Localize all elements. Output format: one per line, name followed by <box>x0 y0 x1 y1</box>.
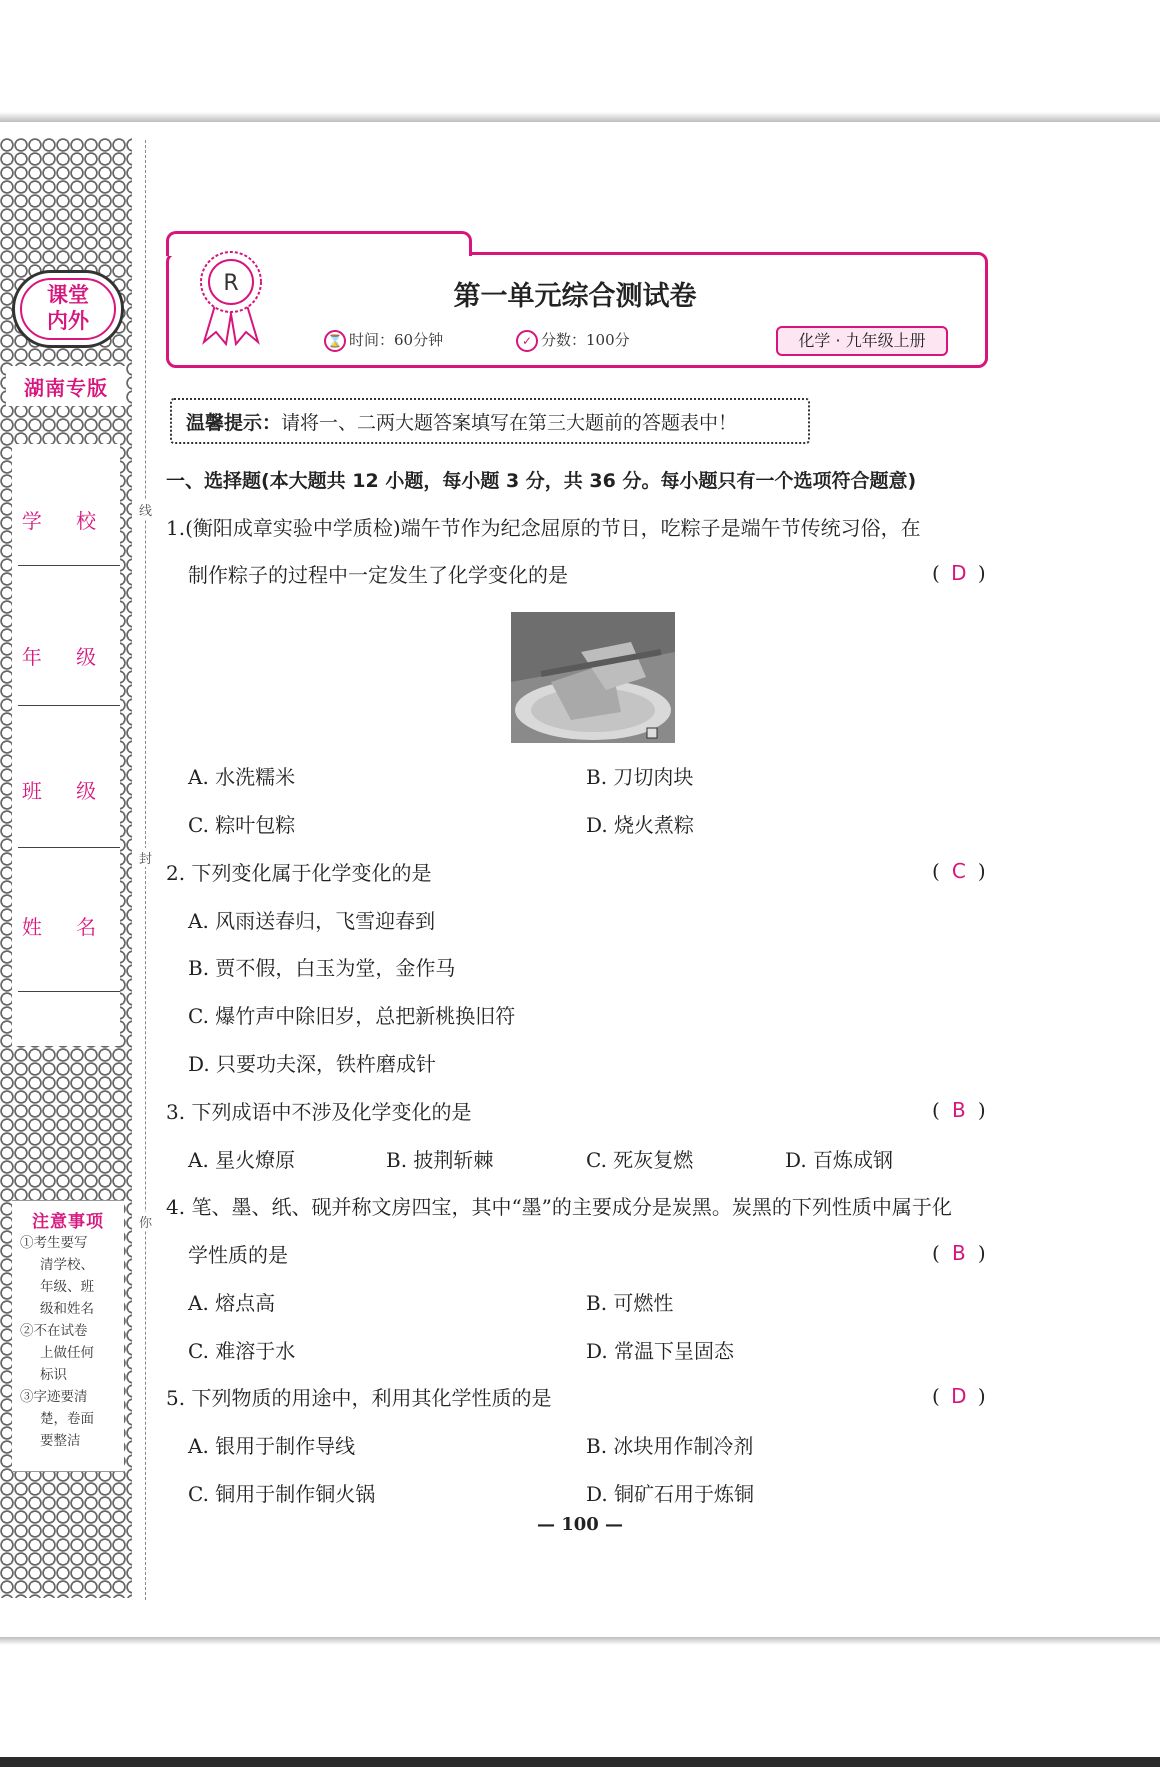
notes-line: 楚，卷面 <box>40 1411 94 1427</box>
tip-label: 温馨提示： <box>186 412 282 434</box>
notes-line: 标识 <box>40 1367 67 1383</box>
zongzi-photo <box>511 612 675 743</box>
question-5-option-d: D. 铜矿石用于炼铜 <box>586 1482 755 1506</box>
grade-line <box>18 705 120 706</box>
question-3-answer: ( B ) <box>932 1098 986 1122</box>
grade-label: 年 级 <box>21 645 111 669</box>
notes-line: 级和姓名 <box>40 1301 94 1317</box>
answer-value: D <box>951 1384 967 1408</box>
logo-line-1: 课堂 <box>47 283 89 307</box>
score-label: 分数：100分 <box>541 331 630 349</box>
question-1-option-a: A. 水洗糯米 <box>188 765 296 789</box>
question-1-answer: ( D ) <box>932 561 986 585</box>
hourglass-icon: ⌛ <box>324 330 346 352</box>
logo-line-2: 内外 <box>47 309 89 333</box>
question-1-line-2: 制作粽子的过程中一定发生了化学变化的是 <box>188 563 568 587</box>
school-line <box>18 565 120 566</box>
question-3-option-d: D. 百炼成钢 <box>785 1148 894 1172</box>
class-label: 班 级 <box>21 779 111 803</box>
question-4-answer: ( B ) <box>932 1241 986 1265</box>
page-title: 第一单元综合测试卷 <box>453 281 697 312</box>
cut-mark: 你 <box>139 1212 152 1231</box>
question-4-option-d: D. 常温下呈固态 <box>586 1339 735 1363</box>
question-4-option-b: B. 可燃性 <box>586 1291 674 1315</box>
time-label: 时间：60分钟 <box>349 331 444 349</box>
edition-label: 湖南专版 <box>24 376 108 400</box>
question-1-option-c: C. 粽叶包粽 <box>188 813 296 837</box>
notes-title: 注意事项 <box>32 1212 104 1232</box>
binding-cut-line <box>145 140 146 1600</box>
grade-field <box>12 641 120 707</box>
question-3-option-b: B. 披荆斩棘 <box>386 1148 494 1172</box>
class-field <box>12 775 120 847</box>
class-line <box>18 847 120 848</box>
tip-text: 请将一、二两大题答案填写在第三大题前的答题表中！ <box>281 412 738 434</box>
question-3-option-c: C. 死灰复燃 <box>586 1148 694 1172</box>
page-shadow-top <box>0 112 1160 122</box>
page-number: — 100 — <box>536 1514 624 1535</box>
cut-mark: 线 <box>139 500 152 519</box>
cut-mark: 封 <box>139 848 152 867</box>
notes-line: 年级、班 <box>40 1279 94 1295</box>
question-3-line-1: 3. 下列成语中不涉及化学变化的是 <box>166 1100 472 1124</box>
question-5-option-b: B. 冰块用作制冷剂 <box>586 1434 754 1458</box>
notes-panel <box>12 1200 124 1472</box>
question-3-option-a: A. 星火燎原 <box>188 1148 296 1172</box>
school-label: 学 校 <box>21 509 111 533</box>
question-4-line-2: 学性质的是 <box>188 1243 288 1267</box>
answer-value: B <box>951 1241 966 1265</box>
brand-logo <box>12 270 124 348</box>
question-1-option-d: D. 烧火煮粽 <box>586 813 695 837</box>
question-4-option-c: C. 难溶于水 <box>188 1339 296 1363</box>
question-2-option-d: D. 只要功夫深，铁杵磨成针 <box>188 1052 437 1076</box>
question-5-option-a: A. 银用于制作导线 <box>188 1434 356 1458</box>
answer-value: D <box>951 561 967 585</box>
ribbon-letter: R <box>223 271 239 296</box>
question-4-option-a: A. 熔点高 <box>188 1291 276 1315</box>
question-2-line-1: 2. 下列变化属于化学变化的是 <box>166 861 432 885</box>
viewer-bottom-bar <box>0 1757 1160 1767</box>
checkmark-icon: ✓ <box>516 330 538 352</box>
answer-value: C <box>951 859 966 883</box>
subject-badge: 化学 · 九年级上册 <box>776 326 948 356</box>
question-2-option-a: A. 风雨送春归，飞雪迎春到 <box>188 909 436 933</box>
score-meta <box>516 329 630 352</box>
notes-line: 清学校、 <box>40 1257 94 1273</box>
viewer-top-area <box>0 0 1160 118</box>
notes-line: ①考生要写 <box>20 1235 88 1251</box>
notes-line: ③字迹要清 <box>20 1389 88 1405</box>
tip-box <box>170 398 810 444</box>
school-field <box>12 505 120 565</box>
question-5-answer: ( D ) <box>932 1384 986 1408</box>
name-field <box>12 911 120 991</box>
section-title: 一、选择题(本大题共 12 小题，每小题 3 分，共 36 分。每小题只有一个选项符合题意) <box>166 470 917 492</box>
time-meta <box>324 329 443 352</box>
question-4-line-1: 4. 笔、墨、纸、砚并称文房四宝，其中“墨”的主要成分是炭黑。炭黑的下列性质中属于化 <box>166 1195 952 1219</box>
question-2-answer: ( C ) <box>932 859 986 883</box>
name-label: 姓 名 <box>21 915 111 939</box>
notes-line: 要整洁 <box>40 1433 81 1449</box>
notes-line: 上做任何 <box>40 1345 94 1361</box>
page-shadow-bottom <box>0 1637 1160 1645</box>
question-1-line-1: 1.(衡阳成章实验中学质检)端午节作为纪念屈原的节日，吃粽子是端午节传统习俗，在 <box>166 516 921 540</box>
question-2-option-b: B. 贾不假，白玉为堂，金作马 <box>188 956 456 980</box>
question-5-line-1: 5. 下列物质的用途中，利用其化学性质的是 <box>166 1386 552 1410</box>
notes-line: ②不在试卷 <box>20 1323 88 1339</box>
name-line <box>18 991 120 992</box>
award-ribbon-icon <box>196 250 266 346</box>
question-5-option-c: C. 铜用于制作铜火锅 <box>188 1482 376 1506</box>
question-2-option-c: C. 爆竹声中除旧岁，总把新桃换旧符 <box>188 1004 516 1028</box>
question-1-option-b: B. 刀切肉块 <box>586 765 694 789</box>
answer-value: B <box>951 1098 966 1122</box>
